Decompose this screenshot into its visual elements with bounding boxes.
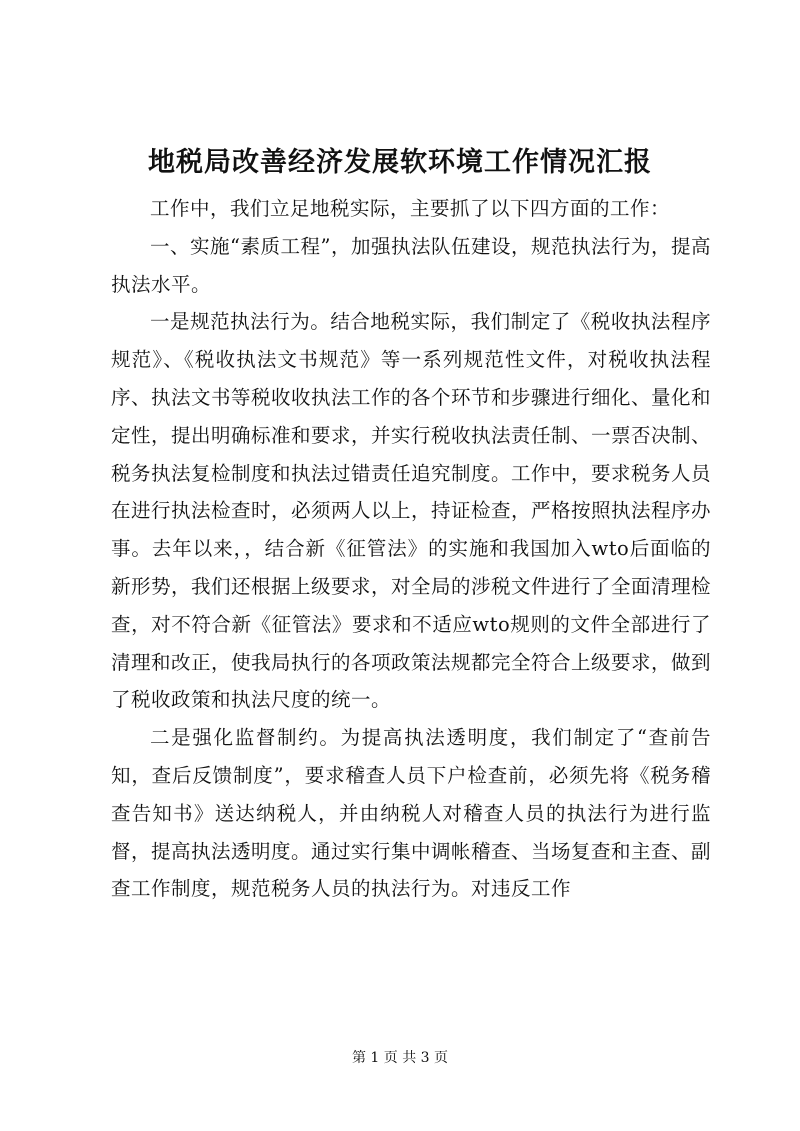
document-title: 地税局改善经济发展软环境工作情况汇报	[148, 147, 652, 178]
page-number-footer: 第 1 页 共 3 页	[351, 1050, 449, 1066]
paragraph: 一是规范执法行为。结合地税实际，我们制定了《税收执法程序规范》、《税收执法文书规范》等一系列规范性文件，对税收执法程序、执法文书等税收收执法工作的各个环节和步骤进行细化、量化和定性，提出明确标准和要求，并实行税收执法责任制、一票否决制、税务执法复检制度和执法过错责任追究制度。工作中，要求税务人员在进行执法检查时，必须两人以上，持证检查，严格按照执法程序办事。去年以来，，结合新《征管法》的实施和我国加入wto后面临的新形势，我们还根据上级要求，对全局的涉税文件进行了全面清理检查，对不符合新《征管法》要求和不适应wto规则的文件全部进行了清理和改正，使我局执行的各项政策法规都完全符合上级要求，做到了税收政策和执法尺度的统一。	[111, 310, 712, 712]
document-body	[111, 190, 711, 908]
paragraph: 二是强化监督制约。为提高执法透明度，我们制定了“查前告知，查后反馈制度”，要求稽查人员下户检查前，必须先将《税务稽查告知书》送达纳税人，并由纳税人对稽查人员的执法行为进行监督，提高执法透明度。通过实行集中调帐稽查、当场复查和主查、副查工作制度，规范税务人员的执法行为。对违反工作	[111, 726, 712, 901]
paragraph: 一、实施“素质工程”，加强执法队伍建设，规范执法行为，提高执法水平。	[111, 234, 711, 296]
paragraph: 工作中，我们立足地税实际，主要抓了以下四方面的工作：	[150, 197, 671, 220]
